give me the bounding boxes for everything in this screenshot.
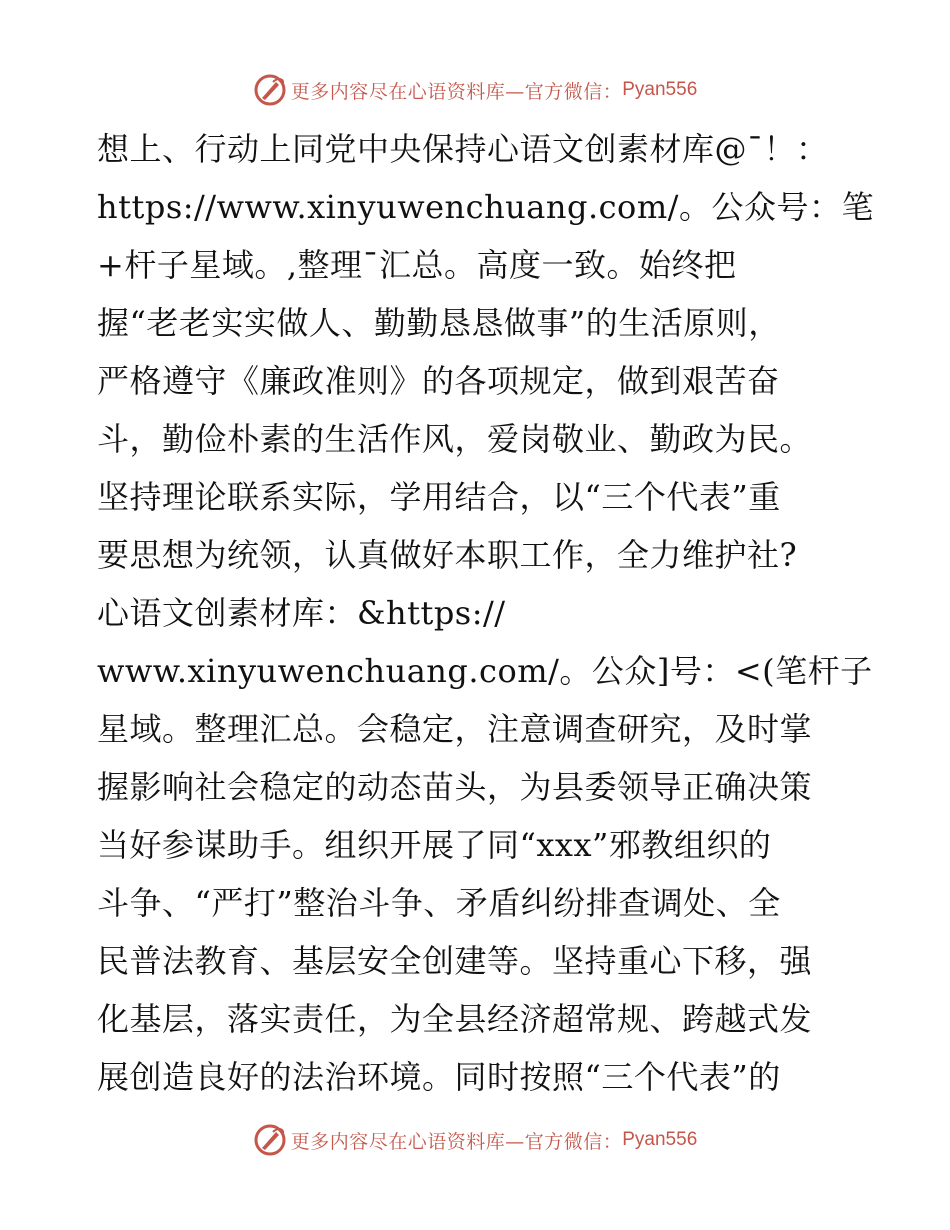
body-line: 化基层，落实责任，为全县经济超常规、跨越式发 <box>97 1000 813 1038</box>
body-line: www.xinyuwenchuang.com/。公众]号：<(笔杆子 <box>97 652 873 690</box>
quill-logo-icon <box>253 1123 287 1157</box>
body-line: 心语文创素材库：&https:// <box>97 594 506 632</box>
body-line: 要思想为统领，认真做好本职工作，全力维护社? <box>97 536 798 574</box>
body-line: 民普法教育、基层安全创建等。坚持重心下移，强 <box>97 942 813 980</box>
header-watermark <box>0 70 950 110</box>
watermark-text: 更多内容尽在心语资料库—官方微信： <box>290 1130 623 1153</box>
body-line: 握“老老实实做人、勤勤恳恳做事”的生活原则， <box>97 304 781 342</box>
watermark-id: Pyan556 <box>622 79 698 100</box>
document-body <box>97 120 874 1106</box>
body-line: 星域。整理汇总。会稳定，注意调查研究，及时掌 <box>97 710 813 748</box>
watermark-id: Pyan556 <box>622 1129 698 1150</box>
quill-logo-icon <box>253 73 287 107</box>
body-line: 当好参谋助手。组织开展了同“xxx”邪教组织的 <box>97 826 772 864</box>
body-line: 斗，勤俭朴素的生活作风，爱岗敬业、勤政为民。 <box>97 420 813 458</box>
body-line: 展创造良好的法治环境。同时按照“三个代表”的 <box>97 1058 781 1096</box>
body-line: 想上、行动上同党中央保持心语文创素材库@¯！： <box>97 130 829 168</box>
body-line: +杆子星域。,整理¯汇总。高度一致。始终把 <box>97 246 737 284</box>
body-line: https://www.xinyuwenchuang.com/。公众号：笔 <box>97 188 874 226</box>
watermark-text: 更多内容尽在心语资料库—官方微信： <box>290 80 623 103</box>
body-line: 严格遵守《廉政准则》的各项规定，做到艰苦奋 <box>97 362 780 400</box>
body-line: 坚持理论联系实际，学用结合，以“三个代表”重 <box>97 478 781 516</box>
footer-watermark <box>0 1120 950 1160</box>
body-line: 斗争、“严打”整治斗争、矛盾纠纷排查调处、全 <box>97 884 781 922</box>
body-line: 握影响社会稳定的动态苗头，为县委领导正确决策 <box>97 768 813 806</box>
